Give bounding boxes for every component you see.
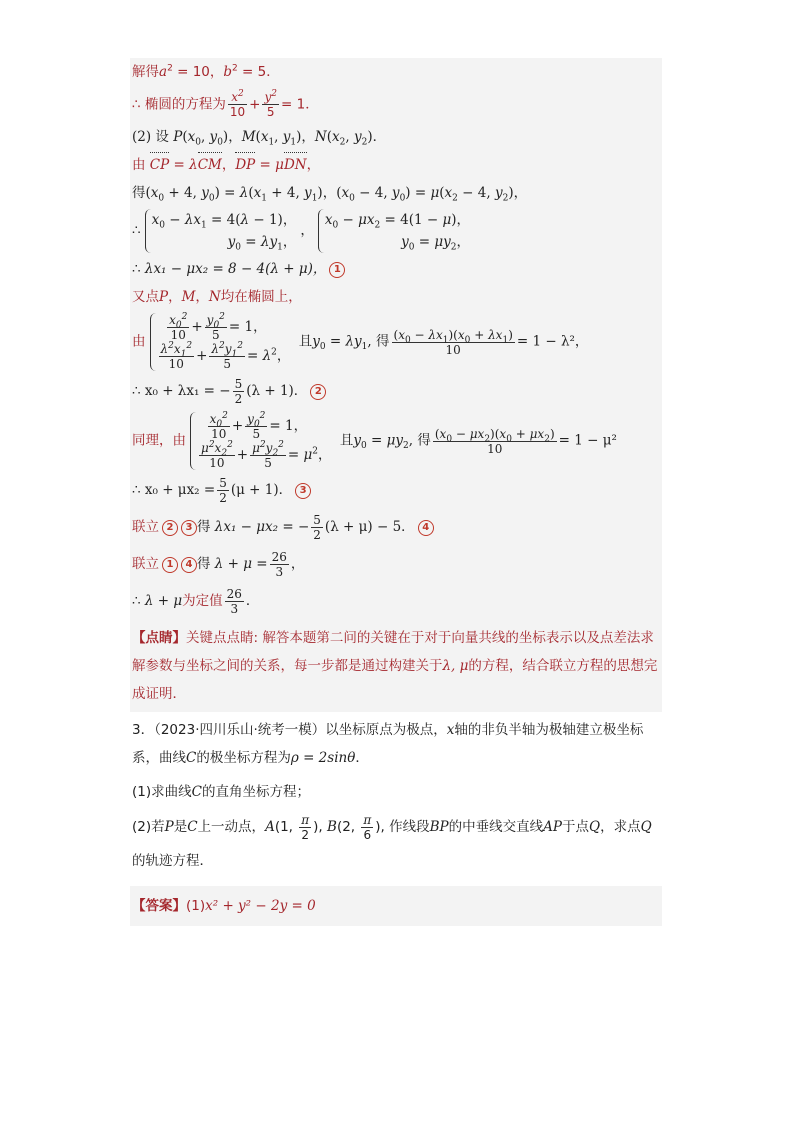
solution-line-14: 联立 1 4 得 λ + μ = $\frac{26}{3}$ ， — [132, 550, 305, 579]
answer-block: 【答案】(1)x² + y² − 2y = 0 — [130, 886, 662, 926]
circled-number-1: 1 — [329, 262, 345, 278]
solution-line-1: 解得$a^2 = 10$，$b^2 = 5$． — [132, 63, 280, 80]
solution-line-6: ∴ $x_0 - \lambda x_1 = 4(\lambda - 1)$， $y_0 = \lambda y_1$， ， $x_0 - \mu x_2 = 4(1 - \mu)$， $y_0 = \mu y_2$， — [130, 207, 662, 255]
solution-line-4: 由 CP = λCM，DP = μDN， — [132, 157, 321, 173]
solution-line-11: 同理，由 $\frac{x_0^2}{10}$ + $\frac{y_0^2}{5}$ = 1， $\frac{\mu^2x_2^2}{10}$ + $\frac{\mu^2y_2^2}{5}$ = $\mu^2$， 且$y_0 = \mu y_2$, 得 $\frac{(x_0 - \mu x_2)(x_0 + \mu x_2)}{10}$ = 1 − μ² — [132, 411, 617, 470]
solution-line-3: (2) 设 $P(x_0$, $y_0$)，$M(x_1$, $y_1$)，$N(x_2$, $y_2$)． — [132, 129, 387, 148]
solution-line-15: ∴ λ + μ为定值 $\frac{26}{3}$ ． — [132, 587, 260, 616]
solution-line-13: 联立 2 3 得 λx₁ − μx₂ = − $\frac{5}{2}$ (λ + μ) − 5． 4 — [130, 509, 662, 546]
solution-line-9: 由 $\frac{x_0^2}{10}$ + $\frac{y_0^2}{5}$ = 1， $\frac{\lambda^2x_1^2}{10}$ + $\frac{\lambda^2y_1^2}{5}$ = $\lambda^2$， 且$y_0 = \lambda y_1$, 得 $\frac{(x_0 - \lambda x_1)(x_0 + \lambda x_1)}{10}$ = 1 − λ²， — [132, 312, 589, 371]
solution-line-7: ∴ λx₁ − μx₂ = 8 − 4(λ + μ)， 1 — [130, 255, 662, 283]
solution-line-10: ∴ x₀ + λx₁ = − $\frac{5}{2}$ (λ + 1)． 2 — [130, 373, 662, 410]
key-point-note: 【点睛】关键点点睛: 解答本题第二问的关键在于对于向量共线的坐标表示以及点差法求解参数与坐标之间的关系，每一步都是通过构建关于λ, μ的方程，结合联立方程的思想完成证明． — [132, 630, 658, 702]
solution-line-8: 又点P，M，N均在椭圆上， — [132, 289, 302, 305]
question-3-part-1: (1)求曲线C的直角坐标方程； — [132, 784, 310, 800]
solution-line-5: 得($x_0 + 4$, $y_0) = \lambda(x_1 + 4$, $y_1$)，($x_0 - 4$, $y_0) = \mu(x_2 - 4$, $y_2$)， — [132, 185, 528, 204]
circled-number-2: 2 — [310, 384, 326, 400]
solution-line-2: ∴ 椭圆的方程为 $\frac{x^2}{10}$ + $\frac{y^2}{5}$ = 1． — [132, 89, 319, 119]
solution-line-12: ∴ x₀ + μx₂ = $\frac{5}{2}$ (μ + 1)． 3 — [130, 472, 662, 509]
circled-number-3: 3 — [295, 483, 311, 499]
solution-block — [130, 58, 662, 712]
question-3: 3．（2023·四川乐山·统考一模）以坐标原点为极点，x轴的非负半轴为极轴建立极坐标系，曲线C的极坐标方程为ρ = 2sinθ． — [132, 722, 644, 766]
question-3-part-2: (2)若P是C上一动点，A(1, $\frac{\pi}{2}$ ), B(2, $\frac{\pi}{6}$ ), 作线段BP的中垂线交直线AP于点Q，求点Q的轨迹方程． — [132, 812, 652, 869]
circled-number-4: 4 — [418, 520, 434, 536]
page-content — [130, 58, 662, 926]
